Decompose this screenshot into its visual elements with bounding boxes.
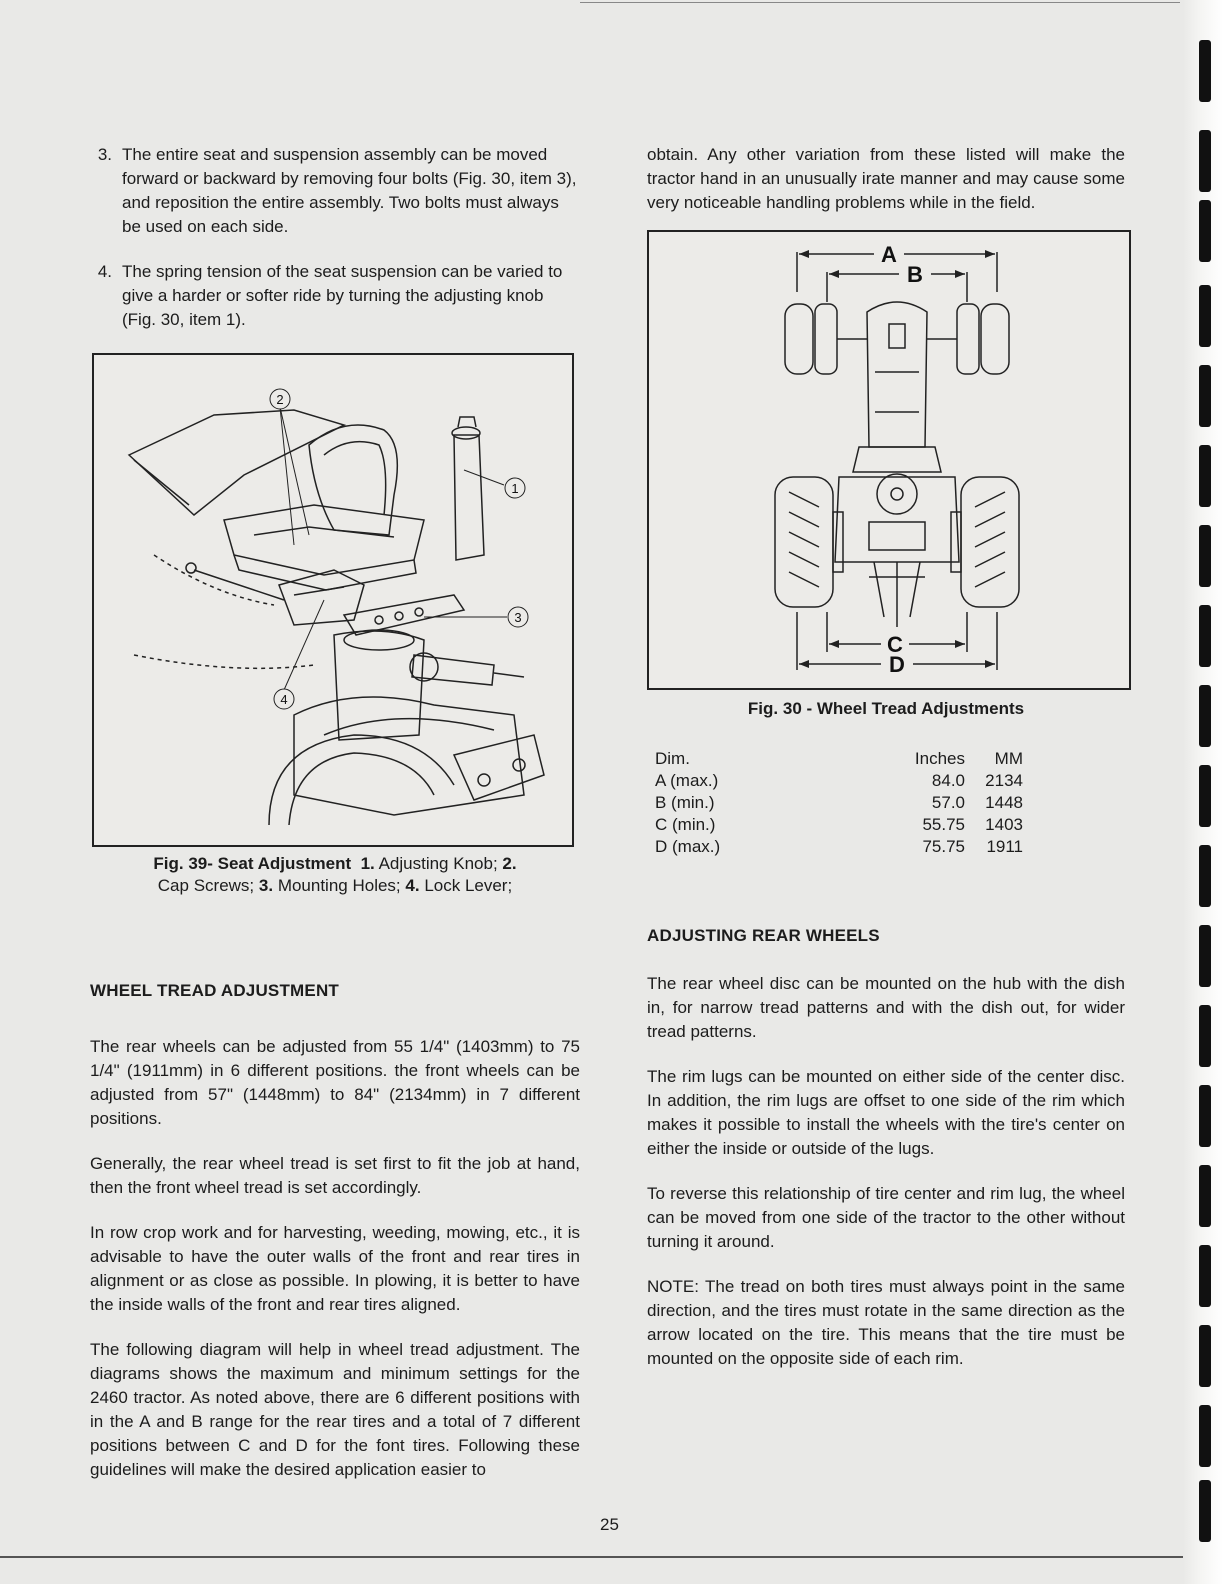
table-row: [655, 770, 1023, 792]
table-cell: 84.0: [931, 771, 965, 790]
seat-adjustment-figure: [92, 353, 574, 847]
caption-text: Lock Lever;: [424, 876, 513, 895]
list-text: The entire seat and suspension assembly can be moved forward or backward by removing four bolts (Fig. 30, item 3), and reposition the entire assembly. Two bolts must always be used on each side.: [122, 145, 577, 236]
section-heading-wheel-tread: WHEEL TREAD ADJUSTMENT: [90, 981, 340, 1000]
list-number: 3.: [97, 145, 112, 164]
table-cell: B (min.): [655, 793, 715, 812]
caption-title: Fig. 39- Seat Adjustment: [153, 854, 352, 873]
binder-hole: [1199, 1085, 1211, 1147]
binder-hole: [1199, 525, 1211, 587]
table-row: [655, 836, 1023, 858]
table-cell: A (max.): [655, 771, 719, 790]
list-number: 4.: [97, 262, 112, 281]
list-item: [90, 260, 580, 332]
table-cell: 2134: [985, 771, 1023, 790]
table-cell: C (min.): [655, 815, 716, 834]
table-cell: 55.75: [922, 815, 965, 834]
binder-hole: [1199, 1405, 1211, 1467]
dimension-label-d: D: [889, 652, 905, 677]
binder-hole: [1199, 200, 1211, 262]
paragraph: To reverse this relationship of tire center and rim lug, the wheel can be moved from one side of the tractor to the other without turning it around.: [647, 1184, 1125, 1251]
table-cell: 1911: [986, 837, 1023, 856]
paragraph: The rear wheel disc can be mounted on the hub with the dish in, for narrow tread patterns and with the dish out, for wider tread patterns.: [647, 974, 1125, 1041]
left-column: [90, 143, 580, 1503]
caption-text: Cap Screws;: [157, 876, 255, 895]
caption-num: 1.: [360, 854, 375, 873]
binder-hole: [1199, 1165, 1211, 1227]
callout-4: 4: [280, 692, 288, 707]
binder-hole: [1199, 40, 1211, 102]
page-number: 25: [600, 1515, 619, 1534]
callout-1: 1: [511, 481, 519, 496]
binder-hole: [1199, 1325, 1211, 1387]
binder-hole: [1199, 285, 1211, 347]
table-row: [655, 792, 1023, 814]
paragraph: The following diagram will help in wheel tread adjustment. The diagrams shows the maximum and minimum settings for the 2460 tractor. As noted above, there are 6 different positions with in the A and B range for the rear tires and a total of 7 different positions between C and D for the font tires. Following these guidelines will make the desired application easier to: [90, 1340, 580, 1479]
table-cell: 57.0: [931, 793, 965, 812]
wheel-tread-figure: [647, 230, 1131, 690]
binder-hole: [1199, 605, 1211, 667]
caption-text: Adjusting Knob;: [378, 854, 498, 873]
paragraph: In row crop work and for harvesting, weeding, mowing, etc., it is advisable to have the outer walls of the front and rear tires in alignment or as close as possible. In plowing, it is better to have the inside walls of the front and rear tires aligned.: [90, 1223, 580, 1314]
caption-num: 3.: [258, 876, 274, 895]
caption-num: 2.: [502, 854, 517, 873]
table-cell: 1403: [985, 815, 1023, 834]
callout-2: 2: [276, 392, 284, 407]
tractor-top-view-illustration: [649, 232, 1129, 688]
dimension-label-c: C: [887, 632, 903, 657]
binder-hole: [1199, 925, 1211, 987]
dimension-table: [655, 748, 1023, 858]
top-edge-rule: [580, 2, 1180, 3]
table-cell: 75.75: [922, 837, 965, 856]
bottom-edge-rule: [0, 1556, 1223, 1558]
wheel-tread-caption: Fig. 30 - Wheel Tread Adjustments: [747, 699, 1025, 718]
binder-hole: [1199, 130, 1211, 192]
table-header-row: [655, 748, 1023, 770]
rear-wheels-body: [647, 972, 1125, 1371]
binder-hole: [1199, 845, 1211, 907]
header-dim: Dim.: [655, 749, 690, 768]
table-cell: 1448: [985, 793, 1023, 812]
header-mm: MM: [994, 749, 1023, 768]
binder-hole: [1199, 445, 1211, 507]
seat-figure-caption: [90, 853, 580, 897]
binder-edge: [1183, 0, 1223, 1584]
wheel-tread-body: [90, 1035, 580, 1482]
section-heading-rear-wheels: ADJUSTING REAR WHEELS: [647, 926, 880, 945]
binder-hole: [1199, 685, 1211, 747]
binder-hole: [1199, 1245, 1211, 1307]
list-text: The spring tension of the seat suspension can be varied to give a harder or softer ride by turning the adjusting knob (Fig. 30, item 1).: [122, 262, 563, 329]
callout-3: 3: [514, 610, 522, 625]
caption-text: Mounting Holes;: [277, 876, 401, 895]
seat-illustration: [94, 355, 572, 845]
paragraph: The rim lugs can be mounted on either side of the center disc. In addition, the rim lugs are offset to one side of the rim which makes it possible to install the wheels with the tire's center on either the inside or outside of the lugs.: [647, 1067, 1125, 1158]
paragraph: obtain. Any other variation from these listed will make the tractor hand in an unusually irate manner and may cause some very noticeable handling problems while in the field.: [647, 145, 1125, 212]
binder-hole: [1199, 365, 1211, 427]
list-item: [90, 143, 580, 239]
table-row: [655, 814, 1023, 836]
right-column: [647, 143, 1125, 1392]
table-cell: D (max.): [655, 837, 721, 856]
header-inches: Inches: [914, 749, 965, 768]
paragraph: The rear wheels can be adjusted from 55 1/4" (1403mm) to 75 1/4" (1911mm) in 6 different positions. the front wheels can be adjusted from 57" (1448mm) to 84" (2134mm) in 7 different positions.: [90, 1037, 580, 1128]
dimension-label-a: A: [881, 242, 897, 267]
caption-num: 4.: [405, 876, 420, 895]
paragraph: Generally, the rear wheel tread is set first to fit the job at hand, then the front wheel tread is set accordingly.: [90, 1154, 580, 1197]
binder-hole: [1199, 1480, 1211, 1542]
binder-hole: [1199, 1005, 1211, 1067]
binder-hole: [1199, 765, 1211, 827]
dimension-label-b: B: [907, 262, 923, 287]
paragraph: NOTE: The tread on both tires must always point in the same direction, and the tires must rotate in the same direction as the arrow located on the tire. This means that the tire must be mounted on the opposite side of each rim.: [647, 1277, 1125, 1368]
